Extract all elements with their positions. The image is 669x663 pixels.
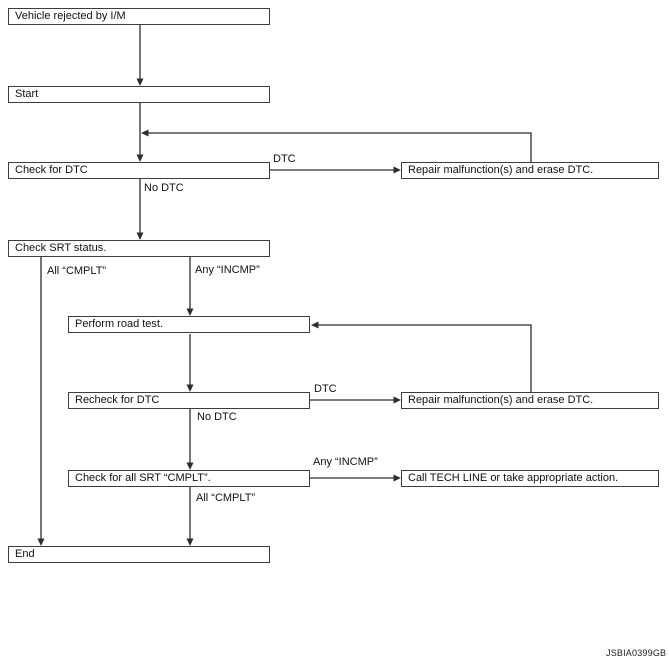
- node-perform-road-test-label: Perform road test.: [75, 318, 164, 330]
- edge-check-dtc-to-repair1: [270, 167, 401, 174]
- node-repair-malfunction-1-label: Repair malfunction(s) and erase DTC.: [408, 164, 594, 176]
- node-call-tech-line-label: Call TECH LINE or take appropriate action.: [408, 472, 619, 484]
- edge-check-all-srt-to-end: [187, 487, 194, 546]
- arrowhead-down-icon: [187, 385, 194, 393]
- node-end: [8, 546, 270, 563]
- arrowhead-down-icon: [38, 539, 45, 547]
- edge-check-dtc-to-check-srt: [137, 179, 144, 240]
- arrowhead-down-icon: [137, 155, 144, 163]
- edge-recheck-dtc-to-repair2: [310, 397, 401, 404]
- edge-label-any-incmp-1: Any “INCMP”: [195, 264, 260, 276]
- edge-label-no-dtc-2: No DTC: [197, 411, 237, 423]
- node-check-srt-status: [8, 240, 270, 257]
- arrowhead-right-icon: [394, 397, 402, 404]
- node-check-for-dtc: [8, 162, 270, 179]
- arrowhead-left-icon: [141, 130, 149, 137]
- edge-label-all-cmplt-2: All “CMPLT”: [196, 492, 256, 504]
- node-check-srt-status-label: Check SRT status.: [15, 242, 107, 254]
- node-repair-malfunction-1: [401, 162, 659, 179]
- edge-check-srt-to-end: [38, 257, 45, 546]
- edge-repair2-feedback-to-road-test: [311, 322, 531, 393]
- node-check-for-dtc-label: Check for DTC: [15, 164, 88, 176]
- figure-code: JSBIA0399GB: [606, 648, 667, 658]
- edge-vehicle-to-start: [137, 25, 144, 86]
- node-vehicle-rejected: [8, 8, 270, 25]
- edge-road-test-to-recheck-dtc: [187, 334, 194, 392]
- node-end-label: End: [15, 548, 35, 560]
- arrowhead-down-icon: [187, 463, 194, 471]
- edge-label-any-incmp-2: Any “INCMP”: [313, 456, 378, 468]
- node-repair-malfunction-2-label: Repair malfunction(s) and erase DTC.: [408, 394, 594, 406]
- edge-label-dtc-1: DTC: [273, 153, 296, 165]
- arrowhead-left-icon: [311, 322, 319, 329]
- arrowhead-right-icon: [394, 167, 402, 174]
- arrowhead-down-icon: [187, 539, 194, 547]
- arrowhead-right-icon: [394, 475, 402, 482]
- node-call-tech-line: [401, 470, 659, 487]
- node-repair-malfunction-2: [401, 392, 659, 409]
- arrowhead-down-icon: [137, 233, 144, 241]
- node-check-all-srt-cmplt: [68, 470, 310, 487]
- edge-label-dtc-2: DTC: [314, 383, 337, 395]
- edge-repair1-feedback-to-main: [141, 130, 531, 163]
- node-recheck-for-dtc-label: Recheck for DTC: [75, 394, 160, 406]
- node-start-label: Start: [15, 88, 39, 100]
- edge-label-all-cmplt-1: All “CMPLT”: [47, 265, 107, 277]
- node-start: [8, 86, 270, 103]
- edge-check-srt-to-road-test: [187, 257, 194, 316]
- node-recheck-for-dtc: [68, 392, 310, 409]
- edge-check-all-srt-to-call-tech: [310, 475, 401, 482]
- arrowhead-down-icon: [187, 309, 194, 317]
- arrowhead-down-icon: [137, 79, 144, 87]
- node-check-all-srt-cmplt-label: Check for all SRT “CMPLT”.: [75, 472, 211, 484]
- node-vehicle-rejected-label: Vehicle rejected by I/M: [15, 10, 126, 22]
- edge-label-no-dtc-1: No DTC: [144, 182, 184, 194]
- node-perform-road-test: [68, 316, 310, 333]
- edge-recheck-dtc-to-check-all-srt: [187, 409, 194, 470]
